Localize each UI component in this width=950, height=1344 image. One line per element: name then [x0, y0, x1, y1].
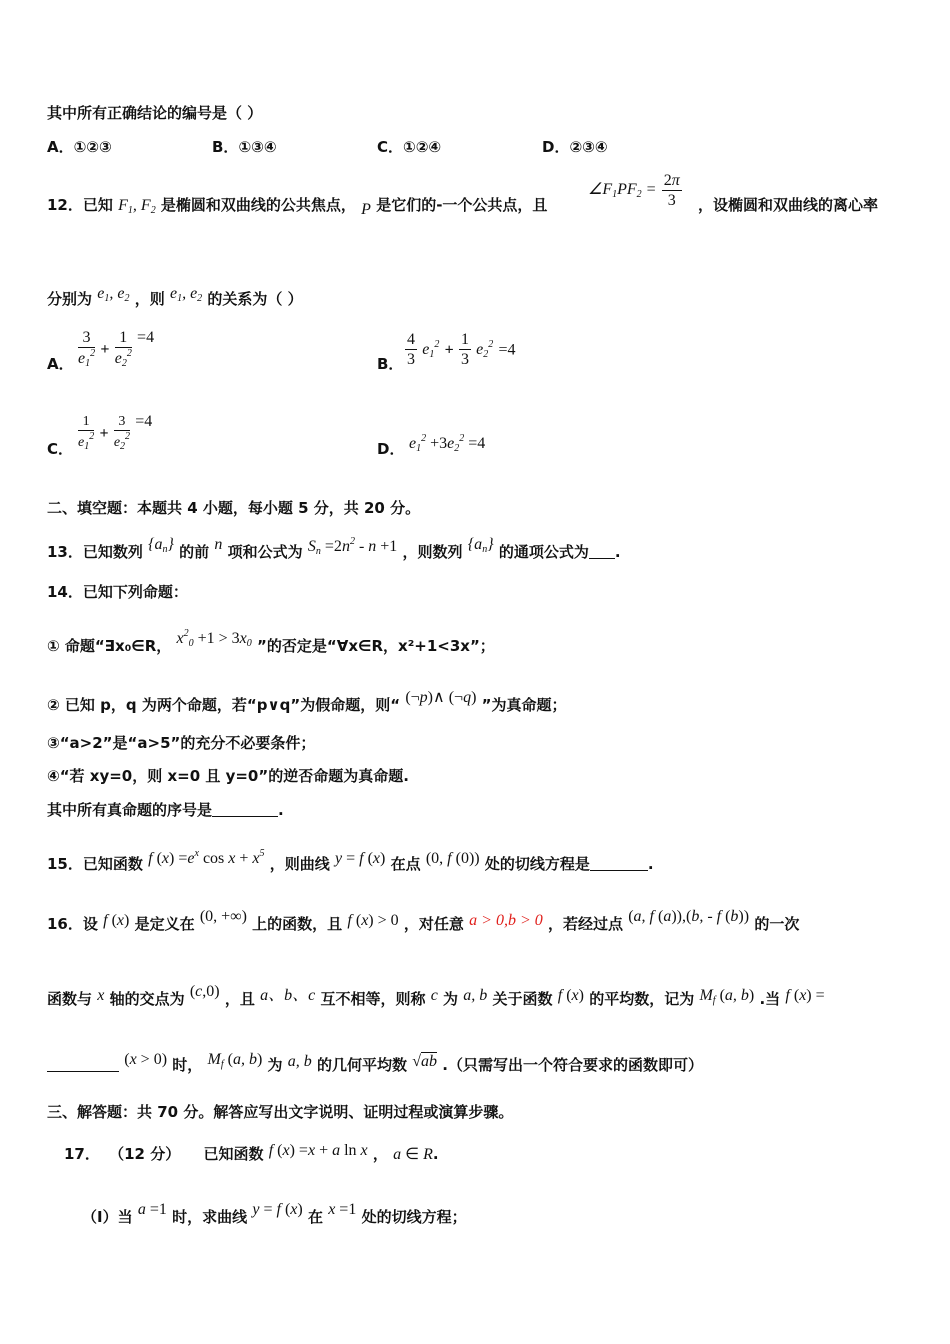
q17-part-1: （Ⅰ）当 a =1 时，求曲线 y = f (x) 在 x =1 处的切线方程； — [82, 1201, 467, 1226]
q11-option-a: A．①②③ — [47, 138, 112, 156]
q12-option-b-formula: $\frac{4}{3}$ $e_1^2$ + $\frac{1}{3}$ $e_2^2 =4$ — [407, 331, 516, 368]
q12-option-a-formula: $\frac{3}{e_1^2}$ + $\frac{1}{e_2^2}$ =4 — [78, 329, 155, 369]
q14-stem: 14．已知下列命题： — [47, 583, 188, 601]
q12-option-b-label: B． — [377, 355, 404, 373]
q11-option-c: C．①②④ — [377, 138, 442, 156]
q12-stem: 12．已知 $F_1$, $F_2$ 是椭圆和双曲线的公共焦点， P 是它们的-一个公共点，且 — [47, 196, 548, 218]
q16-line-3: (x > 0) 时， $M_f$ (a, b) 为 a, b 的几何平均数 √ab .（只需写出一个符合要求的函数即可） — [47, 1050, 703, 1074]
q12-option-d-label: D． — [377, 440, 405, 458]
q16-line-1: 16．设 f (x) 是定义在 (0, +∞) 上的函数，且 f (x) > 0 ，对任意 a > 0,b > 0 ，若经过点 (a, f (a)),(b, - f (b)) 的一次 — [47, 908, 800, 933]
q12-option-a-label: A． — [47, 355, 74, 373]
q11-option-d: D．②③④ — [542, 138, 608, 156]
q15: 15．已知函数 f $(x) =e^x$ $\cos x + x^5$ ，则曲线 y = f (x) 在点 (0, f (0)) 处的切线方程是 . — [47, 848, 654, 873]
q12-stem-line2: 分别为 $e_1$, $e_2$ ，则 $e_1$, $e_2$ 的关系为（ ） — [47, 285, 303, 308]
section-2-heading: 二、填空题：本题共 4 小题，每小题 5 分，共 20 分。 — [47, 499, 421, 517]
q17-stem: 17． （12 分） 已知函数 f (x) =x + a ln x ， a ∈ R. — [64, 1142, 439, 1163]
q11-prompt: 其中所有正确结论的编号是（ ） — [47, 104, 263, 122]
q16-condition: a > 0,b > 0 — [469, 912, 543, 929]
q12-option-d-formula: $e_1^2 +3e_2^2 =4$ — [409, 433, 486, 454]
q16-line-2: 函数与 x 轴的交点为 (c,0) ，且 a、b、c 互不相等，则称 c 为 a, b 关于函数 f (x) 的平均数，记为 $M_f$ (a, b) .当 f (x) = — [47, 983, 825, 1008]
q12-stem-cont: ，设椭圆和双曲线的离心率 — [698, 196, 879, 214]
q12-option-c-label: C． — [47, 440, 74, 458]
q11-option-b: B．①③④ — [212, 138, 277, 156]
section-3-heading: 三、解答题：共 70 分。解答应写出文字说明、证明过程或演算步骤。 — [47, 1103, 514, 1121]
q14-item-2: ② 已知 p，q 为两个命题，若“p∨q”为假命题，则“ (¬p)∧ (¬q) ”为真命题； — [47, 689, 567, 714]
q13: 13．已知数列 $\{a_n\}$ 的前 n 项和公式为 $S_n =2n^2 - n +1$ ，则数列 $\{a_n\}$ 的通项公式为 . — [47, 536, 621, 561]
q12-option-c-formula: $\frac{1}{e_1^2}$ + $\frac{3}{e_2^2}$ =4 — [78, 413, 153, 452]
q14-item-3: ③“a>2”是“a>5”的充分不必要条件； — [47, 734, 316, 752]
q12-angle-formula: $\angle F_1PF_2$ = $\frac{2\pi}{3}$ — [588, 172, 680, 209]
q14-answer-line: 其中所有真命题的序号是 . — [47, 801, 284, 819]
q14-item-1: ① 命题“∃x₀∈R， $x^2_0 +1 > 3x_0$ ”的否定是“∀x∈R，x²+1<3x”； — [47, 628, 495, 655]
q14-item-4: ④“若 xy=0，则 x=0 且 y=0”的逆否命题为真命题. — [47, 767, 409, 785]
